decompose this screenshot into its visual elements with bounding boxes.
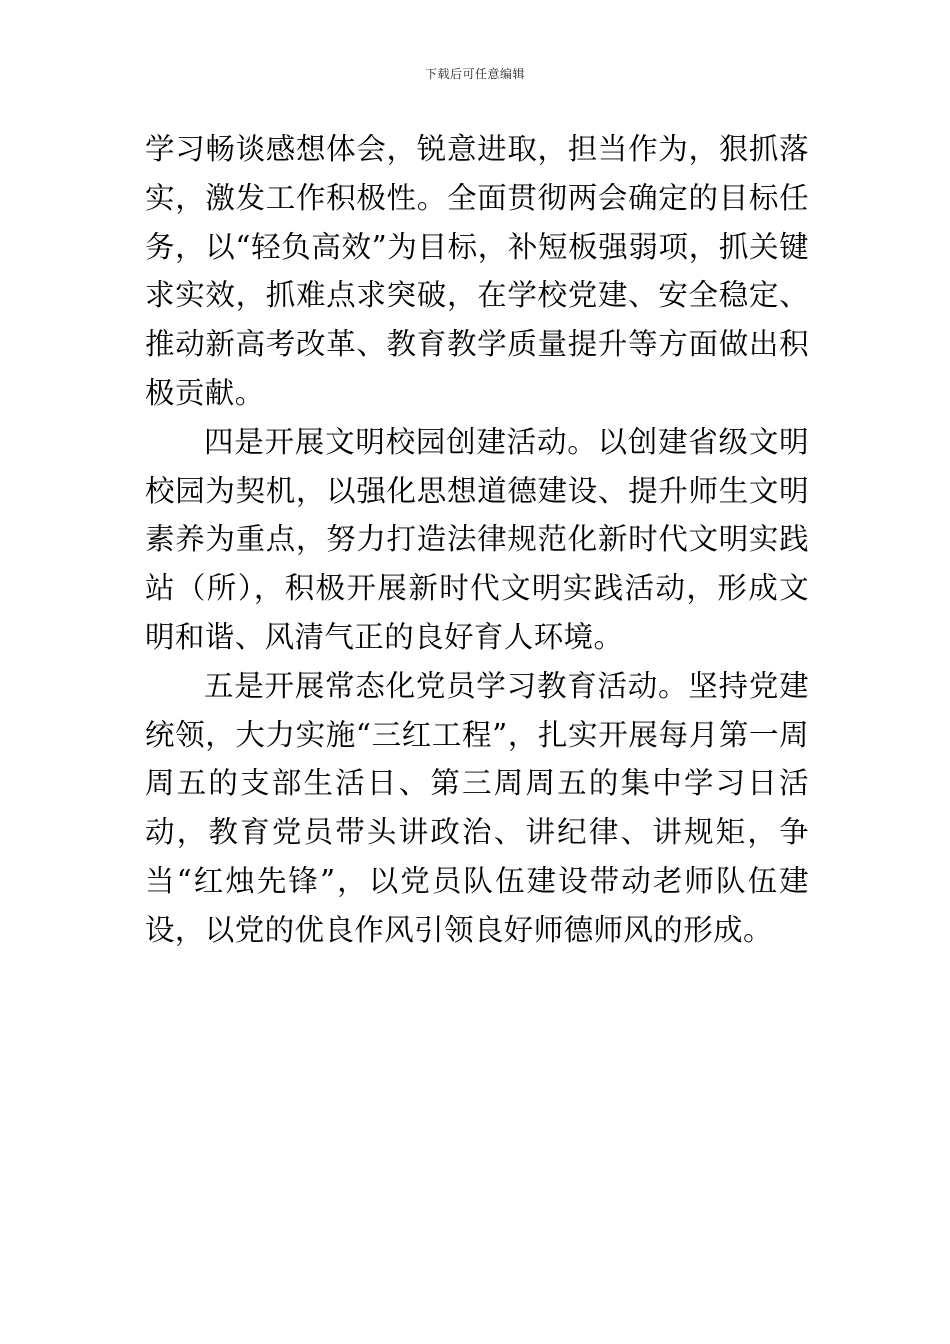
page-header: 下载后可任意编辑 [424, 67, 525, 81]
paragraph-continuation: 学习畅谈感想体会，锐意进取，担当作为，狠抓落实，激发工作积极性。全面贯彻两会确定的目标任务，以“轻负高效”为目标，补短板强弱项，抓关键求实效，抓难点求突破，在学校党建、安全稳定、推动新高考改革、教育教学质量提升等方面做出积极贡献。 [145, 132, 809, 410]
paragraph-party-member-education: 五是开展常态化党员学习教育活动。坚持党建统领，大力实施“三红工程”，扎实开展每月第一周周五的支部生活日、第三周周五的集中学习日活动，教育党员带头讲政治、讲纪律、讲规矩，争当“红烛先锋”，以党员队伍建设带动老师队伍建设，以党的优良作风引领良好师德师风的形成。 [145, 668, 809, 947]
paragraph-civilized-campus: 四是开展文明校园创建活动。以创建省级文明校园为契机，以强化思想道德建设、提升师生文明素养为重点，努力打造法律规范化新时代文明实践站（所），积极开展新时代文明实践活动，形成文明和谐、风清气正的良好育人环境。 [145, 424, 809, 654]
document-body [145, 125, 809, 955]
